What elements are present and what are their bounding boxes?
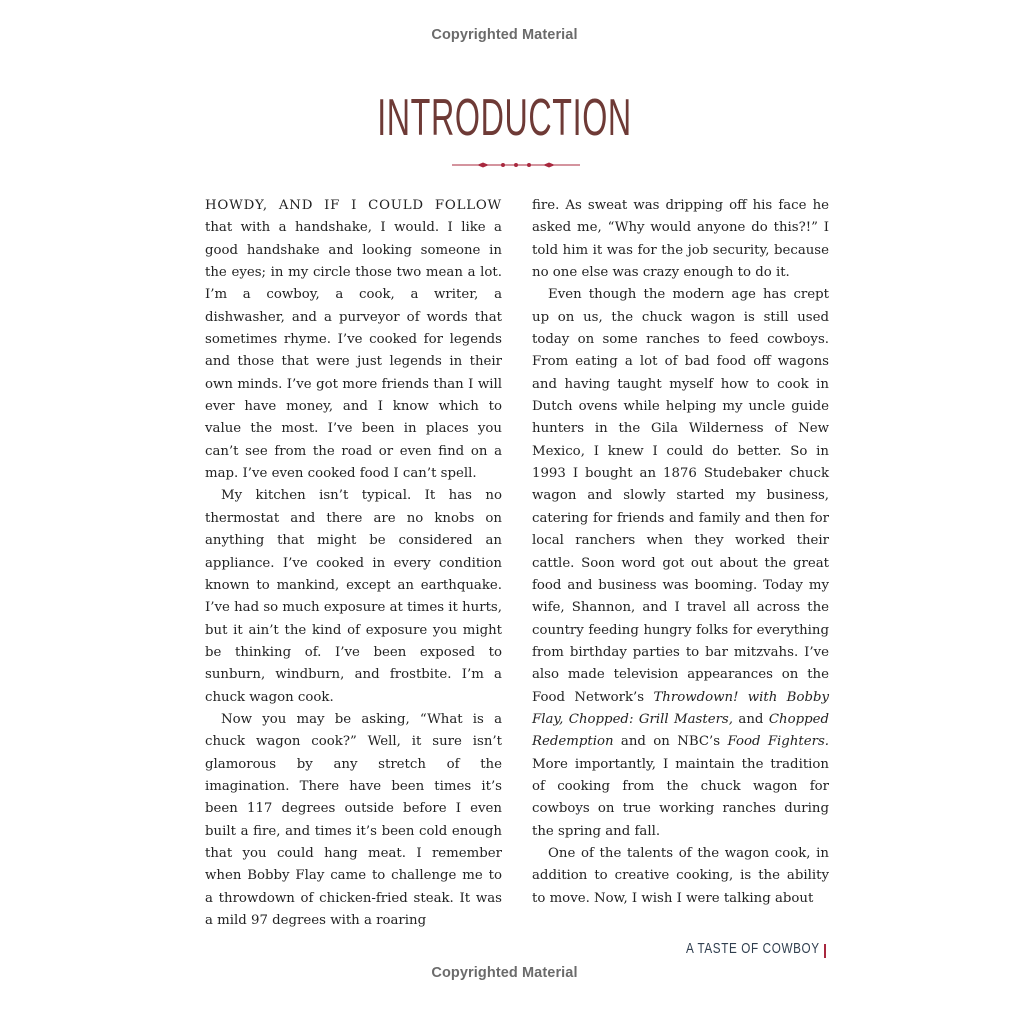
chapter-title: INTRODUCTION [377, 89, 632, 147]
paragraph: Now you may be asking, “What is a chuck wagon cook?” Well, it sure isn’t glamorous by any stretch of the imagination. There have been times it’s been 117 degrees outside before I even built a fire, and times it’s been cold enough that you could hang meat. I remember when Bobby Flay came to challenge me to a throwdown of chicken-fried steak. It was a mild 97 degrees with a roaring [205, 711, 502, 928]
paragraph-text: More importantly, I maintain the tradition of cooking from the chuck wagon for cowboys on true working ranches during the spring and fall. [532, 756, 829, 839]
paragraph: One of the talents of the wagon cook, in addition to creative cooking, is the ability to move. Now, I wish I were talking about [532, 845, 829, 906]
paragraph-text: Even though the modern age has crept up on us, the chuck wagon is still used today on some ranches to feed cowboys. From eating a lot of bad food off wagons and having taught myself how to cook in Dutch ovens while helping my uncle guide hunters in the Gila Wilderness of New Mexico, I knew I could do better. So in 1993 I bought an 1876 Studebaker chuck wagon and slowly started my business, catering for friends and family and then for local ranchers when they worked their cattle. Soon word got out about the great food and business was booming. Today my wife, Shannon, and I travel all across the country feeding hungry folks for everything from birthday parties to bar mitzvahs. I’ve also made television appearances on the Food Network’s [532, 287, 829, 705]
paragraph-text: that with a handshake, I would. I like a good handshake and looking someone in the eyes; in my circle those two mean a lot. I’m a cowboy, a cook, a writer, a dishwasher, and a purveyor of words that sometimes rhyme. I’ve cooked for legends and those that were just legends in their own minds. I’ve got more friends than I will ever have money, and I know which to value the most. I’ve been in places you can’t see from the road or even find on a map. I’ve even cooked food I can’t spell. [205, 220, 502, 482]
paragraph [532, 284, 829, 843]
copyright-watermark-top: Copyrighted Material [431, 27, 578, 43]
show-title: Chopped Redemption [532, 711, 829, 750]
show-title: Throwdown! with Bobby Flay, Chopped: Grill Masters, [532, 689, 829, 727]
left-text-column [205, 195, 502, 932]
footer-accent-bar [824, 944, 826, 958]
right-text-column [532, 195, 829, 910]
copyright-watermark-bottom: Copyrighted Material [431, 965, 578, 981]
paragraph [205, 195, 502, 485]
paragraph-text: and on NBC’s [613, 734, 728, 750]
show-title: Food Fighters. [727, 734, 830, 750]
running-head: A TASTE OF COWBOY [686, 940, 820, 957]
title-ornament-divider [452, 158, 580, 172]
paragraph: My kitchen isn’t typical. It has no thermostat and there are no knobs on anything that might be considered an appliance. I’ve cooked in every condition known to mankind, except an earthquake. I’ve had so much exposure at times it hurts, but it ain’t the kind of exposure you might be thinking of. I’ve been exposed to sunburn, windburn, and frostbite. I’m a chuck wagon cook. [205, 488, 502, 705]
paragraph: fire. As sweat was dripping off his face he asked me, “Why would anyone do this?!” I told him it was for the job security, because no one else was crazy enough to do it. [532, 198, 829, 281]
lead-in-caps: HOWDY, AND IF I COULD FOLLOW [205, 198, 502, 213]
paragraph-text: and [732, 711, 769, 727]
